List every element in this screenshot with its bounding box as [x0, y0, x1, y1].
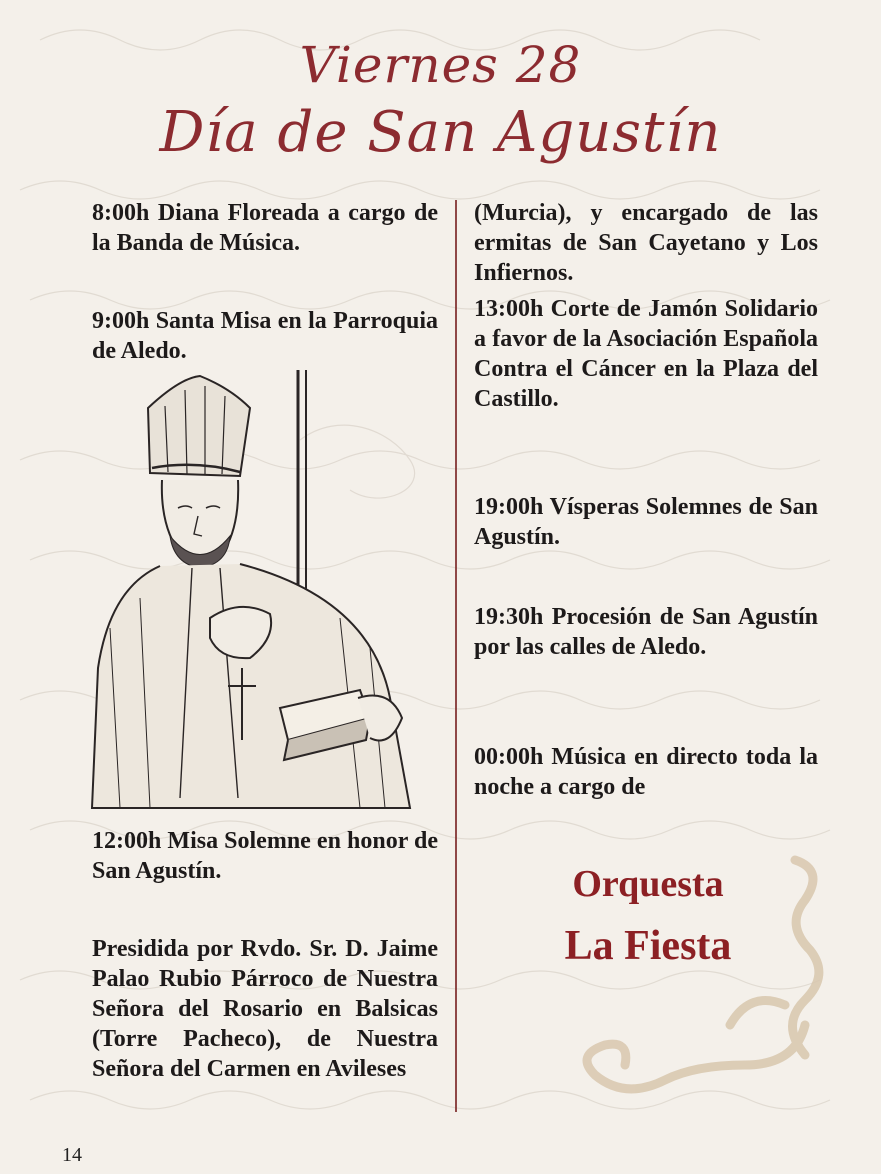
presider-note-continued — [474, 198, 818, 288]
schedule-text: 13:00h Corte de Jamón Solidario a favor de la Asociación Española Contra el Cáncer en la Plaza del Castillo. — [474, 296, 818, 412]
schedule-item-0900 — [92, 306, 438, 366]
schedule-text: Presidida por Rvdo. Sr. D. Jaime Palao Rubio Párroco de Nuestra Señora del Rosario en Balsicas (Torre Pacheco), de Nuestra Señora del Carmen en Avileses — [92, 936, 438, 1082]
band-name-line-1: Orquesta — [572, 863, 724, 905]
schedule-item-0000 — [474, 742, 818, 802]
band-name-line-2: La Fiesta — [564, 923, 732, 969]
schedule-item-1200 — [92, 826, 438, 886]
schedule-item-1930 — [474, 602, 818, 662]
schedule-text: 12:00h Misa Solemne en honor de San Agustín. — [92, 828, 438, 884]
page-number: 14 — [62, 1144, 82, 1166]
schedule-text: (Murcia), y encargado de las ermitas de San Cayetano y Los Infiernos. — [474, 200, 818, 286]
title-line-1: Viernes 28 — [299, 36, 582, 94]
schedule-text: 9:00h Santa Misa en la Parroquia de Aledo. — [92, 308, 438, 364]
schedule-text: 19:00h Vísperas Solemnes de San Agustín. — [474, 494, 818, 550]
title-line-2: Día de San Agustín — [159, 100, 722, 165]
schedule-item-1900 — [474, 492, 818, 552]
schedule-text: 00:00h Música en directo toda la noche a cargo de — [474, 744, 818, 800]
schedule-item-1300 — [474, 294, 818, 414]
schedule-text: 8:00h Diana Floreada a cargo de la Banda de Música. — [92, 200, 438, 256]
column-divider — [455, 200, 457, 1112]
presider-note — [92, 934, 438, 1084]
schedule-text: 19:30h Procesión de San Agustín por las calles de Aledo. — [474, 604, 818, 660]
san-agustin-illustration — [90, 368, 430, 818]
schedule-item-0800 — [92, 198, 438, 258]
